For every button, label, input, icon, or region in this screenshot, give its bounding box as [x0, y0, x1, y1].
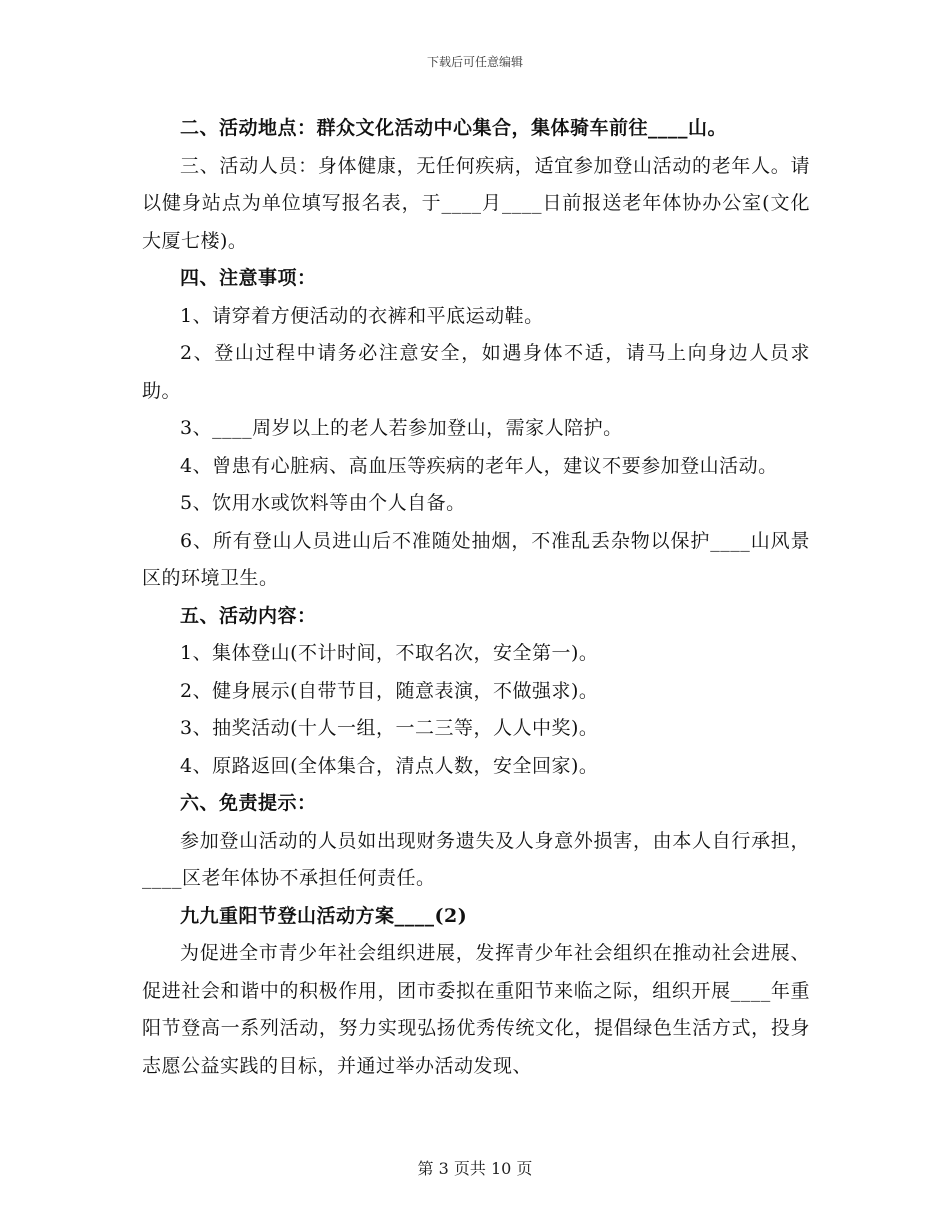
document-body — [142, 110, 810, 1085]
list-item: 2、健身展示(自带节目，随意表演，不做强求)。 — [180, 679, 599, 702]
section-heading-disclaimer: 六、免责提示： — [180, 792, 317, 814]
list-item: 6、所有登山人员进山后不准随处抽烟，不准乱丢杂物以保护____山风景区的环境卫生。 — [142, 529, 810, 589]
list-item: 1、集体登山(不计时间，不取名次，安全第一)。 — [180, 642, 599, 664]
list-item: 3、抽奖活动(十人一组，一二三等，人人中奖)。 — [180, 717, 599, 739]
section-heading-content: 五、活动内容： — [180, 604, 317, 627]
section-heading-notes: 四、注意事项： — [180, 267, 317, 289]
paragraph-participants: 三、活动人员：身体健康，无任何疾病，适宜参加登山活动的老年人。请以健身站点为单位填写报名表，于____月____日前报送老年体协办公室(文化大厦七楼)。 — [142, 154, 810, 252]
list-item: 1、请穿着方便活动的衣裤和平底运动鞋。 — [180, 304, 544, 327]
document-subtitle: 九九重阳节登山活动方案____(2) — [180, 904, 468, 927]
paragraph-intro: 为促进全市青少年社会组织进展，发挥青少年社会组织在推动社会进展、促进社会和谐中的积极作用，团市委拟在重阳节来临之际，组织开展____年重阳节登高一系列活动，努力实现弘扬优秀传统文化，提倡绿色生活方式，投身志愿公益实践的目标，并通过举办活动发现、 — [142, 942, 810, 1077]
list-item: 3、____周岁以上的老人若参加登山，需家人陪护。 — [180, 417, 623, 439]
paragraph-location: 二、活动地点：群众文化活动中心集合，集体骑车前往____山。 — [180, 117, 728, 139]
list-item: 4、原路返回(全体集合，清点人数，安全回家)。 — [180, 754, 599, 777]
paragraph-disclaimer: 参加登山活动的人员如出现财务遗失及人身意外损害，由本人自行承担，____区老年体协不承担任何责任。 — [142, 829, 810, 889]
list-item: 4、曾患有心脏病、高血压等疾病的老年人，建议不要参加登山活动。 — [180, 454, 778, 477]
page-footer: 第 3 页共 10 页 — [417, 1159, 533, 1178]
list-item: 5、饮用水或饮料等由个人自备。 — [180, 492, 466, 514]
list-item: 2、登山过程中请务必注意安全，如遇身体不适，请马上向身边人员求助。 — [142, 342, 810, 402]
page-header: 下载后可任意编辑 — [426, 55, 523, 69]
